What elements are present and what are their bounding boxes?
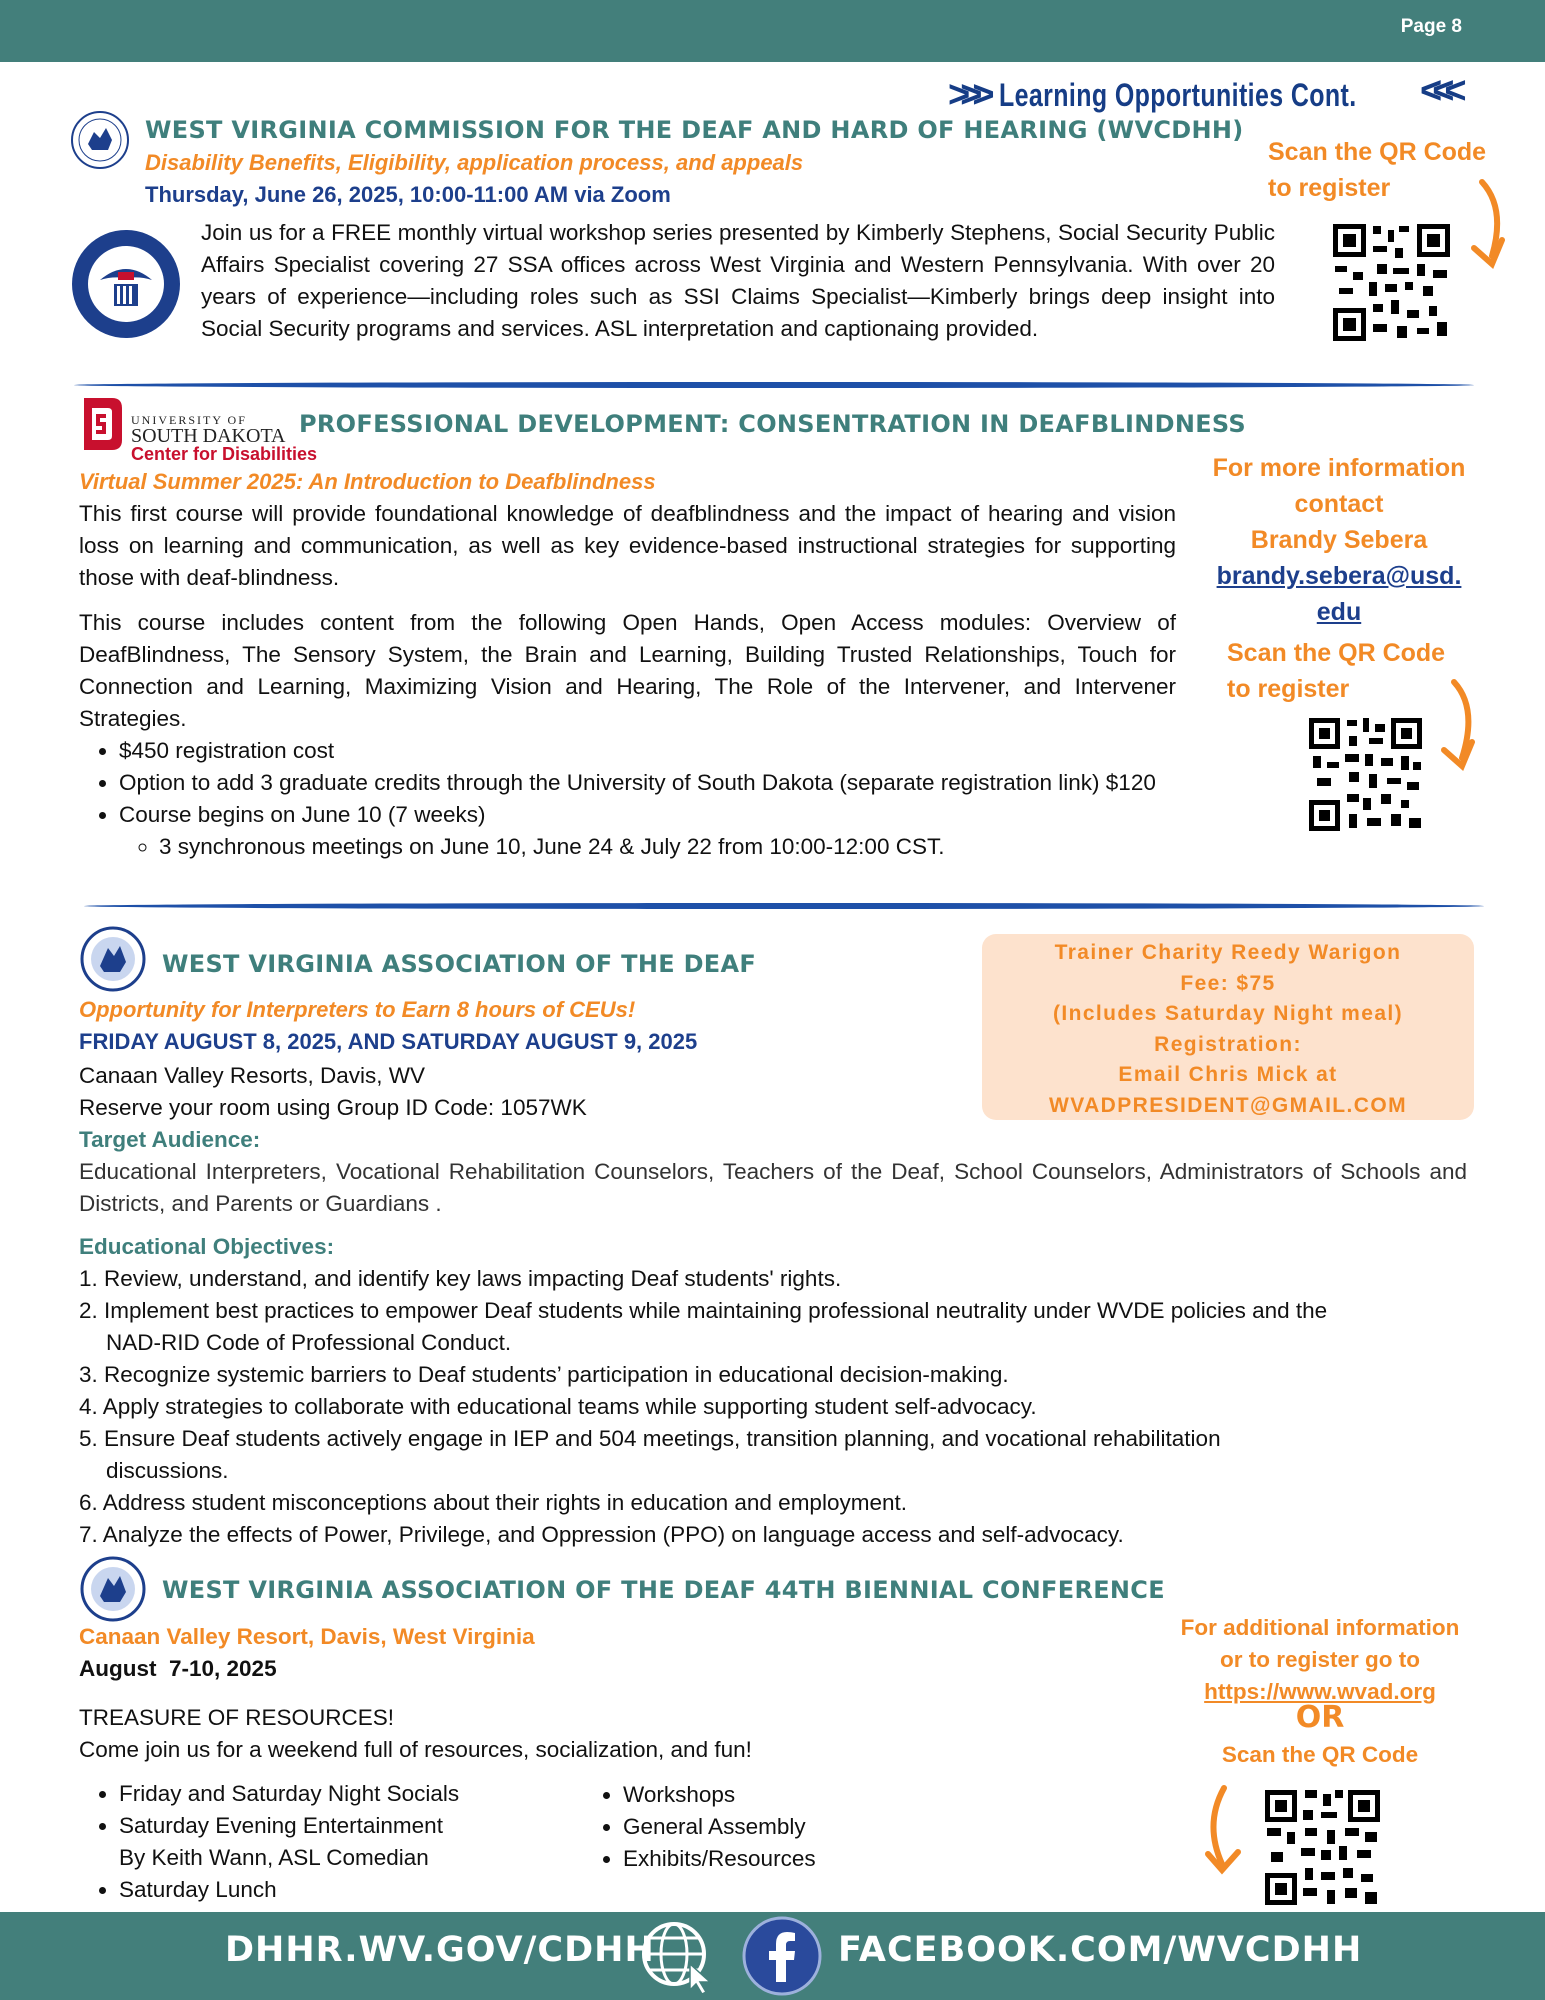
usd-qr-code[interactable] — [1309, 718, 1422, 831]
wvcdhh-scan-label-2: to register — [1268, 174, 1391, 202]
wvad-subtitle: Opportunity for Interpreters to Earn 8 hours of CEUs! — [79, 997, 636, 1022]
wvcdhh-seal-icon — [70, 110, 130, 170]
list-item-text: Course begins on June 10 (7 weeks) — [119, 802, 486, 827]
section-divider — [84, 903, 1484, 909]
wvcdhh-date: Thursday, June 26, 2025, 10:00-11:00 AM via Zoom — [145, 182, 671, 207]
conference-list-right — [583, 1779, 903, 1875]
usd-logo-line3: Center for Disabilities — [131, 444, 318, 464]
list-item-note: By Keith Wann, ASL Comedian — [119, 1845, 429, 1870]
list-item: 2. Implement best practices to empower Deaf students while maintaining professional neutrality under WVDE policies and the NAD-RID Code of Professional Conduct. — [79, 1298, 1328, 1355]
conference-headline: TREASURE OF RESOURCES! — [79, 1705, 395, 1730]
wvcdhh-description: Join us for a FREE monthly virtual workshop series presented by Kimberly Stephens, Social Security Public Affairs Specialist covering 27 SSA offices across West Virginia and Western Pennsylvania. With over 20 years of experience—including roles such as SSI Claims Specialist—Kimberly brings deep insight into Social Security programs and services. ASL interpretation and captionaing provided. — [201, 220, 1275, 341]
usd-email-link-cont[interactable]: edu — [1316, 598, 1362, 626]
wvcdhh-title: WEST VIRGINIA COMMISSION FOR THE DEAF AND HARD OF HEARING (WVCDHH) — [145, 116, 1244, 144]
usd-paragraph-2: This course includes content from the following Open Hands, Open Access modules: Overview of DeafBlindness, The Sensory System, the Brain and Learning, Building Trusted Relationships, Touch for Connection and Learning, Maximizing Vision and Hearing, The Role of the Intervener, and Intervener Strategies. — [79, 610, 1176, 731]
list-item: 1. Review, understand, and identify key laws impacting Deaf students' rights. — [79, 1266, 842, 1291]
usd-contact-line2: contact — [1294, 490, 1384, 518]
list-item: • Saturday Lunch — [119, 1874, 559, 1906]
list-item: 4. Apply strategies to collaborate with educational teams while supporting student self-advocacy. — [79, 1394, 1037, 1419]
usd-paragraph-1: This first course will provide foundational knowledge of deafblindness and the impact of hearing and vision loss on learning and communication, as well as key evidence-based instructional strategies for supporting those with deaf-blindness. — [79, 501, 1176, 590]
wvad-location: Canaan Valley Resorts, Davis, WV — [79, 1063, 425, 1088]
usd-scan-label-1: Scan the QR Code — [1227, 639, 1446, 667]
chevron-right-icon: >>> — [948, 73, 985, 116]
list-item: • Option to add 3 graduate credits through the University of South Dakota (separate registration link) $120 — [119, 767, 1176, 799]
list-item: • General Assembly — [623, 1811, 903, 1843]
wvcdhh-scan-label-1: Scan the QR Code — [1268, 138, 1487, 166]
footer-website-link[interactable]: DHHR.WV.GOV/CDHH — [225, 1930, 655, 1970]
usd-logo-line2: SOUTH DAKOTA — [131, 425, 286, 447]
list-item — [119, 799, 1176, 863]
usd-logo-icon — [78, 394, 126, 454]
wvad-seal-icon — [80, 1556, 146, 1622]
conference-location: Canaan Valley Resort, Davis, West Virginia — [79, 1624, 535, 1649]
list-item: 7. Analyze the effects of Power, Privilege, and Oppression (PPO) on language access and self-advocacy. — [79, 1522, 1124, 1547]
conference-dates: August 7-10, 2025 — [79, 1656, 277, 1681]
ssa-seal-icon — [70, 228, 182, 340]
target-audience-text: Educational Interpreters, Vocational Rehabilitation Counselors, Teachers of the Deaf, School Counselors, Administrators of Schools and Districts, and Parents or Guardians . — [79, 1159, 1467, 1216]
list-item — [119, 1810, 559, 1874]
usd-scan-label-2: to register — [1227, 675, 1350, 703]
chevron-left-icon: <<< — [1420, 70, 1457, 112]
list-item: 3. Recognize systemic barriers to Deaf students’ participation in educational decision-making. — [79, 1362, 1009, 1387]
usd-contact-block — [1190, 450, 1488, 630]
conference-info-block — [1140, 1612, 1500, 1708]
section-divider — [74, 382, 1474, 388]
conference-list-left — [79, 1778, 559, 1906]
conference-title: WEST VIRGINIA ASSOCIATION OF THE DEAF 44TH BIENNIAL CONFERENCE — [162, 1576, 1165, 1604]
usd-logo-line1: UNIVERSITY OF — [131, 413, 247, 427]
section-banner — [948, 72, 1488, 118]
wvad-title: WEST VIRGINIA ASSOCIATION OF THE DEAF — [162, 950, 757, 978]
objectives-list — [79, 1263, 1349, 1551]
list-item: • $450 registration cost — [119, 735, 1176, 767]
wvad-dates: FRIDAY AUGUST 8, 2025, AND SATURDAY AUGUST 9, 2025 — [79, 1029, 698, 1054]
header-bar — [0, 0, 1545, 62]
wvad-room-code: Reserve your room using Group ID Code: 1057WK — [79, 1095, 587, 1120]
wvad-fee: Fee: $75 — [1180, 971, 1276, 995]
list-item: 5. Ensure Deaf students actively engage in IEP and 504 meetings, transition planning, and vocational rehabilitation discussions. — [79, 1426, 1221, 1483]
globe-icon — [638, 1918, 718, 1994]
conference-qr-code[interactable] — [1265, 1790, 1380, 1905]
usd-contact-name: Brandy Sebera — [1250, 526, 1428, 554]
conference-link[interactable]: https://www.wvad.org — [1204, 1679, 1436, 1704]
wvad-info-box — [982, 934, 1474, 1120]
conference-tagline: Come join us for a weekend full of resources, socialization, and fun! — [79, 1737, 752, 1762]
banner-title: Learning Opportunities Cont. — [998, 76, 1357, 113]
wvad-trainer: Trainer Charity Reedy Warigon — [1054, 941, 1402, 964]
list-item: • Exhibits/Resources — [623, 1843, 903, 1875]
list-item: • Friday and Saturday Night Socials — [119, 1778, 559, 1810]
list-item: • Workshops — [623, 1779, 903, 1811]
usd-email-link[interactable]: brandy.sebera@usd. — [1216, 562, 1462, 590]
arrow-down-icon — [1432, 678, 1482, 774]
objectives-heading: Educational Objectives: — [79, 1234, 335, 1259]
conference-or: OR — [1295, 1700, 1345, 1735]
wvad-registration-label: Registration: — [1154, 1032, 1302, 1056]
wvad-seal-icon — [80, 926, 146, 992]
usd-bullet-list — [79, 735, 1176, 863]
wvcdhh-qr-code[interactable] — [1333, 224, 1450, 341]
list-item-text: Saturday Evening Entertainment — [119, 1813, 443, 1838]
usd-title: PROFESSIONAL DEVELOPMENT: CONSENTRATION IN DEAFBLINDNESS — [299, 410, 1247, 438]
usd-contact-line1: For more information — [1212, 454, 1466, 482]
arrow-down-icon — [1462, 178, 1510, 274]
target-audience-heading: Target Audience: — [79, 1127, 261, 1152]
wvad-email-link[interactable]: WVADPRESIDENT@GMAIL.COM — [1049, 1093, 1407, 1117]
list-item: 6. Address student misconceptions about their rights in education and employment. — [79, 1490, 907, 1515]
wvcdhh-subtitle: Disability Benefits, Eligibility, application process, and appeals — [145, 150, 804, 175]
sub-list-item: ◦ 3 synchronous meetings on June 10, June 24 & July 22 from 10:00-12:00 CST. — [159, 831, 1176, 863]
footer-facebook-link[interactable]: FACEBOOK.COM/WVCDHH — [838, 1930, 1363, 1970]
page-number: Page 8 — [1400, 16, 1462, 37]
wvad-meal-note: (Includes Saturday Night meal) — [1052, 1002, 1404, 1025]
wvad-email-label: Email Chris Mick at — [1118, 1063, 1338, 1086]
conference-scan-label: Scan the QR Code — [1221, 1742, 1419, 1767]
conference-info-line2: or to register go to — [1219, 1647, 1420, 1672]
usd-subtitle: Virtual Summer 2025: An Introduction to Deafblindness — [79, 469, 656, 494]
arrow-down-icon — [1200, 1784, 1250, 1880]
conference-info-line1: For additional information — [1180, 1615, 1460, 1640]
facebook-icon[interactable] — [742, 1916, 822, 1996]
